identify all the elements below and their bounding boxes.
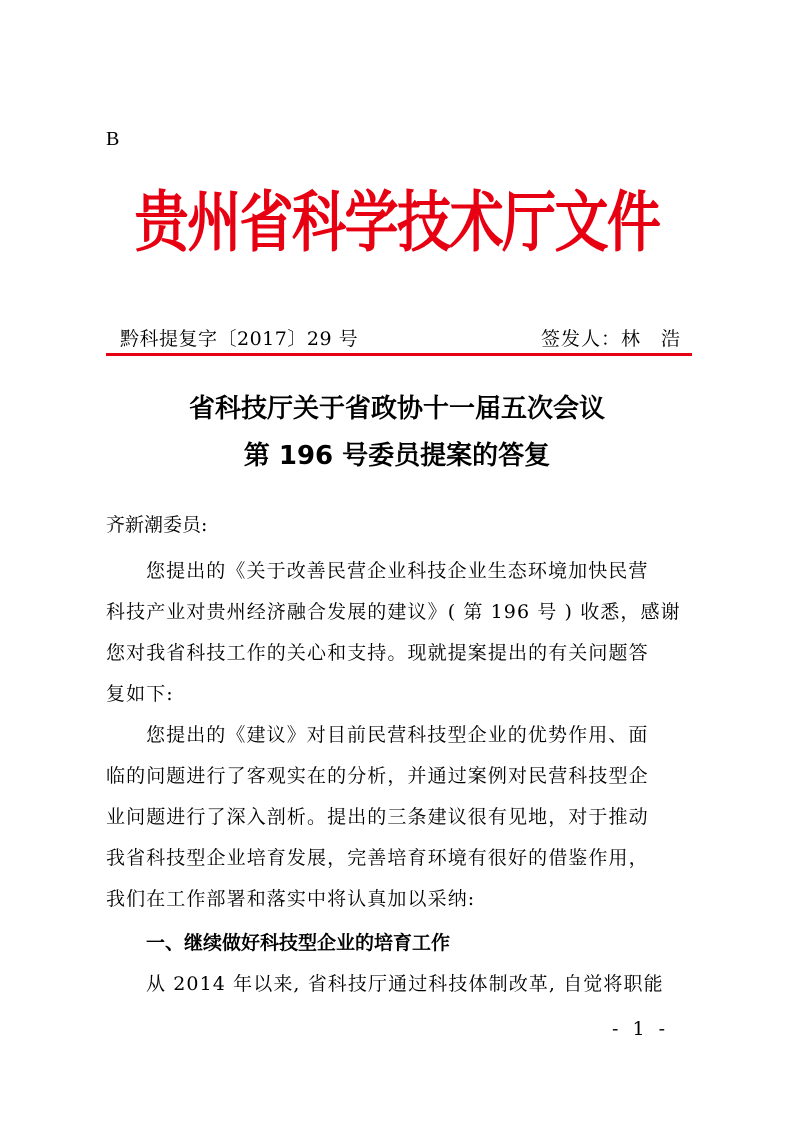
document-number: 黔科提复字〔2017〕29 号 bbox=[120, 328, 359, 350]
body-line: 您提出的《建议》对目前民营科技型企业的优势作用、面 bbox=[146, 724, 649, 746]
body-line: 您提出的《关于改善民营企业科技企业生态环境加快民营 bbox=[146, 560, 649, 582]
document-header-title: 贵州省科学技术厅文件 bbox=[134, 184, 660, 261]
signer: 签发人：林 浩 bbox=[540, 328, 681, 350]
section-heading: 一、继续做好科技型企业的培育工作 bbox=[146, 932, 451, 954]
salutation: 齐新潮委员: bbox=[106, 514, 208, 536]
body-line: 临的问题进行了客观实在的分析，并通过案例对民营科技型企 bbox=[106, 765, 649, 787]
body-line: 我省科技型企业培育发展，完善培育环境有很好的借鉴作用， bbox=[106, 847, 649, 869]
document-title-line-2: 第 196 号委员提案的答复 bbox=[243, 441, 551, 471]
body-line: 我们在工作部署和落实中将认真加以采纳: bbox=[106, 888, 476, 910]
document-title-line-1: 省科技厅关于省政协十一届五次会议 bbox=[188, 394, 605, 424]
body-line: 您对我省科技工作的关心和支持。现就提案提出的有关问题答 bbox=[106, 642, 649, 664]
page-number: - 1 - bbox=[612, 1018, 670, 1040]
body-line: 业问题进行了深入剖析。提出的三条建议很有见地，对于推动 bbox=[106, 806, 649, 828]
body-line: 从 2014 年以来, 省科技厅通过科技体制改革, 自觉将职能 bbox=[146, 973, 664, 995]
body-line: 科技产业对贵州经济融合发展的建议》( 第 196 号 ) 收悉，感谢 bbox=[106, 601, 681, 623]
body-line: 复如下: bbox=[106, 683, 174, 705]
red-divider-line bbox=[106, 353, 692, 356]
page-letter: B bbox=[106, 128, 120, 150]
